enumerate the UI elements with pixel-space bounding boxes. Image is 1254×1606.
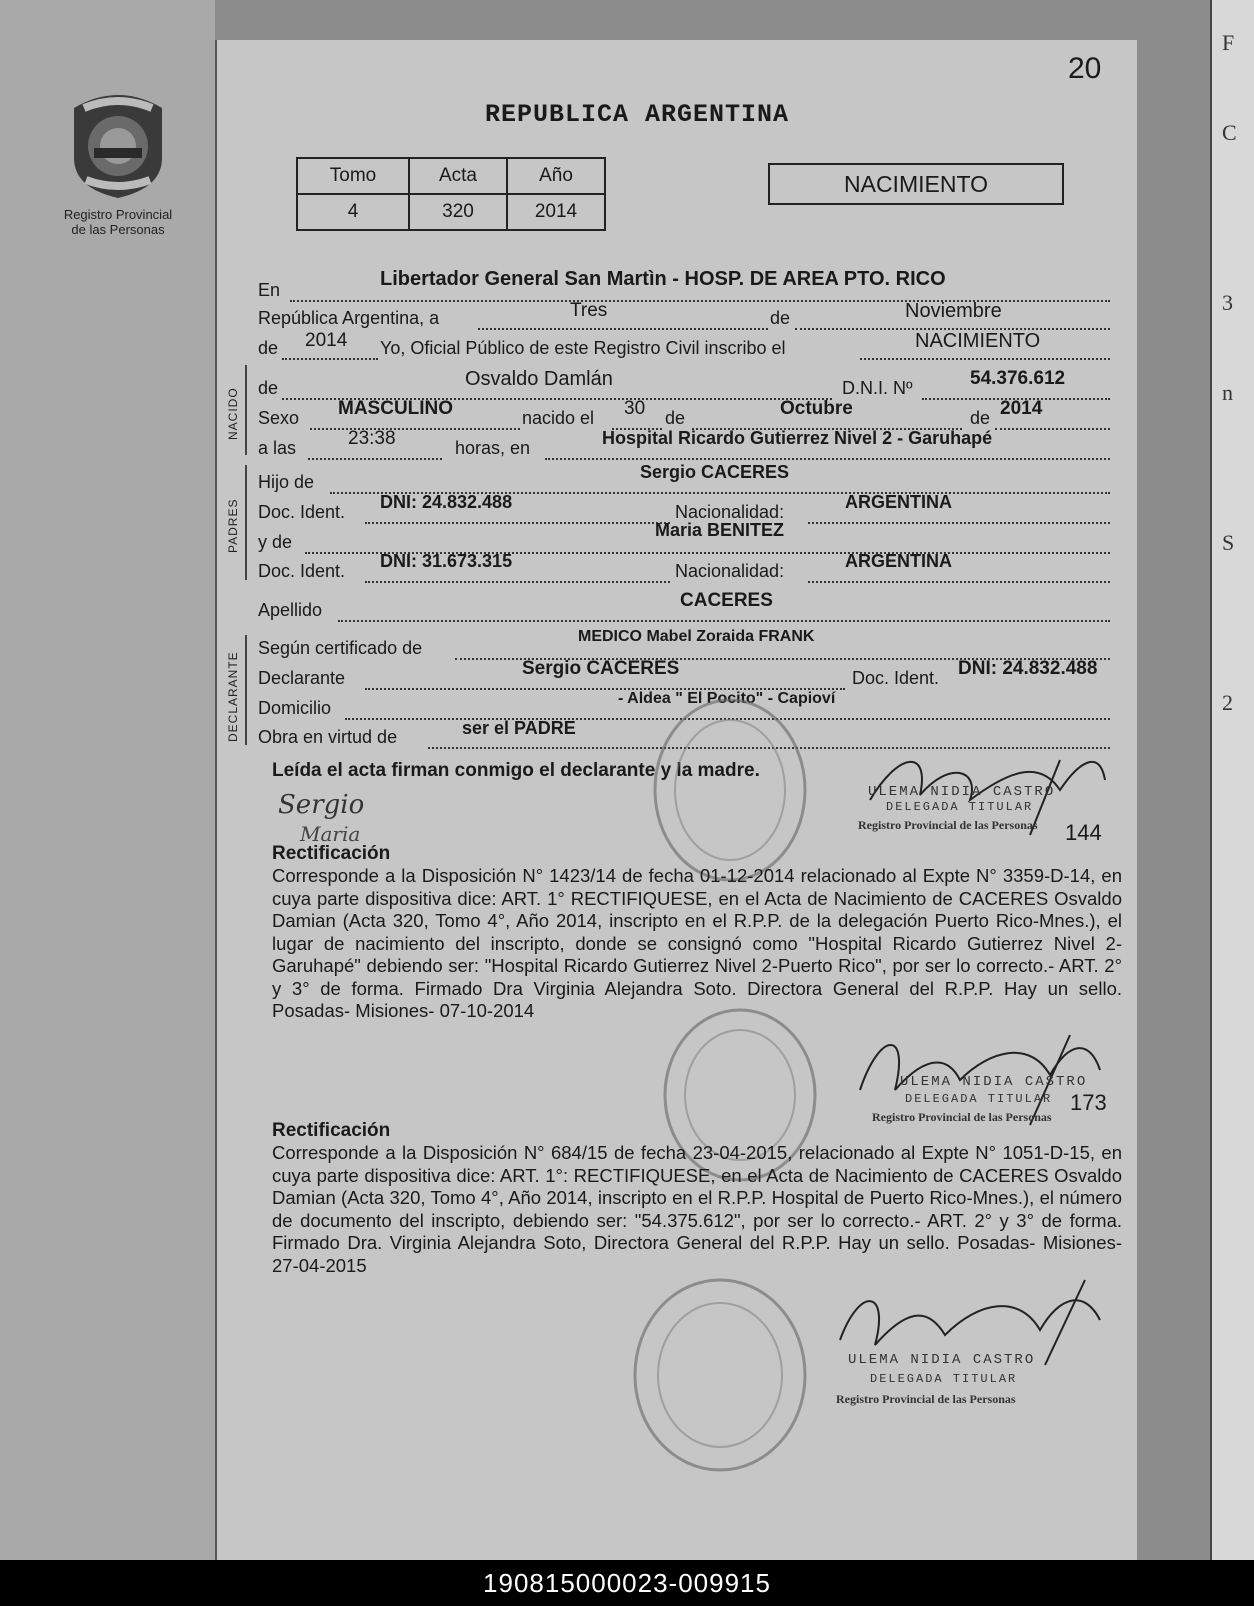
name-value: Osvaldo Damlán <box>465 368 613 390</box>
stamp2-name: ULEMA NIDIA CASTRO <box>900 1074 1088 1090</box>
de2-label: de <box>258 338 279 358</box>
side-label-nacido: NACIDO <box>226 387 240 440</box>
decl-doc-value: DNI: 24.832.488 <box>958 658 1098 679</box>
month-value: Noviembre <box>905 300 1002 322</box>
rectificacion2-title: Rectificación <box>272 1120 391 1141</box>
inscribo-label: Yo, Oficial Público de este Registro Civil inscribo el <box>380 338 786 358</box>
round-seal <box>640 690 820 890</box>
logo-caption <box>48 207 188 237</box>
father-doc-value: DNI: 24.832.488 <box>380 492 513 512</box>
alas-label: a las <box>258 438 297 458</box>
birth-year-value: 2014 <box>1000 398 1043 419</box>
father-nat-value: ARGENTINA <box>845 492 952 512</box>
logo-caption-line1: Registro Provincial <box>63 207 173 222</box>
docident-label: Doc. Ident. <box>258 502 346 522</box>
section-bracket <box>245 365 247 455</box>
apellido-label: Apellido <box>258 600 323 620</box>
value-tomo: 4 <box>297 194 409 230</box>
declarante-value: Sergio CACERES <box>522 658 680 679</box>
yde-label: y de <box>258 532 293 552</box>
value-anio: 2014 <box>507 194 605 230</box>
father-value: Sergio CACERES <box>640 462 790 482</box>
mother-doc-value: DNI: 31.673.315 <box>380 551 513 571</box>
obra-label: Obra en virtud de <box>258 727 398 747</box>
stamp3-registry: Registro Provincial de las Personas <box>836 1392 1016 1406</box>
domicilio-label: Domicilio <box>258 698 332 718</box>
stamp1-name: ULEMA NIDIA CASTRO <box>868 784 1056 800</box>
decl-doc-label: Doc. Ident. <box>852 668 940 688</box>
round-seal <box>620 1270 820 1480</box>
section-bracket <box>245 465 247 580</box>
de4-label: de <box>665 408 686 428</box>
signature-sergio: Sergio <box>278 790 365 820</box>
stamp1-registry: Registro Provincial de las Personas <box>858 818 1038 832</box>
stamp3-name: ULEMA NIDIA CASTRO <box>848 1352 1036 1368</box>
dotted-line <box>478 308 768 330</box>
page-number: 20 <box>1068 52 1102 85</box>
stamp1-role: DELEGADA TITULAR <box>886 800 1034 814</box>
birthplace-value: Hospital Ricardo Gutierrez Nivel 2 - Garuhapé <box>602 428 993 448</box>
stamp1-number: 144 <box>1065 820 1102 845</box>
birth-month-value: Octubre <box>780 398 853 419</box>
rectificacion1-text: Corresponde a la Disposición N° 1423/14 de fecha 01-12-2014 relacionado al Expte N° 3359-D-14, en cuya parte dispositiva dice: ART. 1° RECTIFIQUESE, en el Acta de Nacimiento de CACERES Osvaldo Damian (Acta 320, Tomo 4°, Año 2014, inscripto en el R.P.P. de la delegación Puerto Rico-Mnes.), el lugar de nacimiento del inscripto, donde se consignó como "Hospital Ricardo Gutierrez Nivel 2-Garuhapé" debiendo ser: "Hospital Ricardo Gutierrez Nivel 2-Puerto Rico", por ser lo correcto.- ART. 2° y 3° de forma. Firmado Dra Virginia Alejandra Soto. Directora General del R.P.P. Hay un sello. Posadas- Misiones- 07-10-2014 <box>272 865 1122 1021</box>
mother-value: Maria BENITEZ <box>655 520 785 540</box>
record-table <box>296 157 606 231</box>
hijo-label: Hijo de <box>258 472 315 492</box>
dni-label: D.N.I. Nº <box>842 378 913 398</box>
inscribo-value: NACIMIENTO <box>915 330 1041 352</box>
de3-label: de <box>258 378 279 398</box>
time-value: 23:38 <box>348 428 396 449</box>
obra-value: ser el PADRE <box>462 718 576 738</box>
rectificacion1-title: Rectificación <box>272 843 391 864</box>
nacido-label: nacido el <box>522 408 595 428</box>
header-anio: Año <box>507 158 605 194</box>
sexo-label: Sexo <box>258 408 300 428</box>
stamp2-role: DELEGADA TITULAR <box>905 1092 1053 1106</box>
domicilio-value: - Aldea " El Pocito" - Capioví <box>618 690 836 707</box>
birth-day-value: 30 <box>624 398 646 419</box>
side-label-padres: PADRES <box>226 498 240 553</box>
mother-nat-value: ARGENTINA <box>845 551 952 571</box>
header-acta: Acta <box>409 158 507 194</box>
declarante-label: Declarante <box>258 668 346 688</box>
apellido-value: CACERES <box>680 590 773 611</box>
certificado-value: MEDICO Mabel Zoraida FRANK <box>578 628 815 645</box>
header-tomo: Tomo <box>297 158 409 194</box>
nacionalidad-label: Nacionalidad: <box>675 502 785 522</box>
en-label: En <box>258 280 281 300</box>
rectificacion2-text: Corresponde a la Disposición N° 684/15 de fecha 23-04-2015, relacionado al Expte N° 1051-D-15, en cuya parte dispositiva dice: ART. 1°: RECTIFIQUESE, en el Acta de Nacimiento de CACERES Osvaldo Damian (Acta 320, Tomo 4°, Año 2014, inscripto en el R.P.P. Hospital de Puerto Rico-Mnes.), el número de documento del inscripto, debiendo ser: "54.375.612", por ser lo correcto.- ART. 2° y 3° de forma. Firmado Dra. Virginia Alejandra Soto, Directora General del R.P.P. Hay un sello. Posadas- Misiones- 27-04-2015 <box>272 1142 1122 1276</box>
side-label-declarante: DECLARANTE <box>226 651 240 742</box>
day-value: Tres <box>570 300 608 321</box>
section-bracket <box>245 635 247 745</box>
sexo-value: MASCULINO <box>338 398 454 419</box>
signature-maria: Maria <box>300 822 361 846</box>
barcode-footer: 190815000023-009915 <box>0 1560 1254 1606</box>
province-seal-logo <box>64 88 172 200</box>
value-acta: 320 <box>409 194 507 230</box>
year-value: 2014 <box>305 330 348 351</box>
place-value: Libertador General San Martìn - HOSP. DE AREA PTO. RICO <box>380 268 946 290</box>
horas-label: horas, en <box>455 438 531 458</box>
segun-label: Según certificado de <box>258 638 423 658</box>
stamp2-number: 173 <box>1070 1090 1107 1115</box>
de-label: de <box>770 308 791 328</box>
record-type-box: NACIMIENTO <box>768 163 1064 205</box>
document-title: REPUBLICA ARGENTINA <box>485 100 790 129</box>
docident-label: Doc. Ident. <box>258 561 346 581</box>
nacionalidad-label: Nacionalidad: <box>675 561 785 581</box>
stamp2-registry: Registro Provincial de las Personas <box>872 1110 1052 1124</box>
dni-value: 54.376.612 <box>970 368 1066 389</box>
logo-caption-line2: de las Personas <box>71 222 165 237</box>
adjacent-page-edge: F C 3 n S 2 <box>1210 0 1254 1560</box>
leida-statement: Leída el acta firman conmigo el declarante y la madre. <box>272 760 760 781</box>
stamp3-role: DELEGADA TITULAR <box>870 1372 1018 1386</box>
de5-label: de <box>970 408 991 428</box>
republica-label: República Argentina, a <box>258 308 440 328</box>
